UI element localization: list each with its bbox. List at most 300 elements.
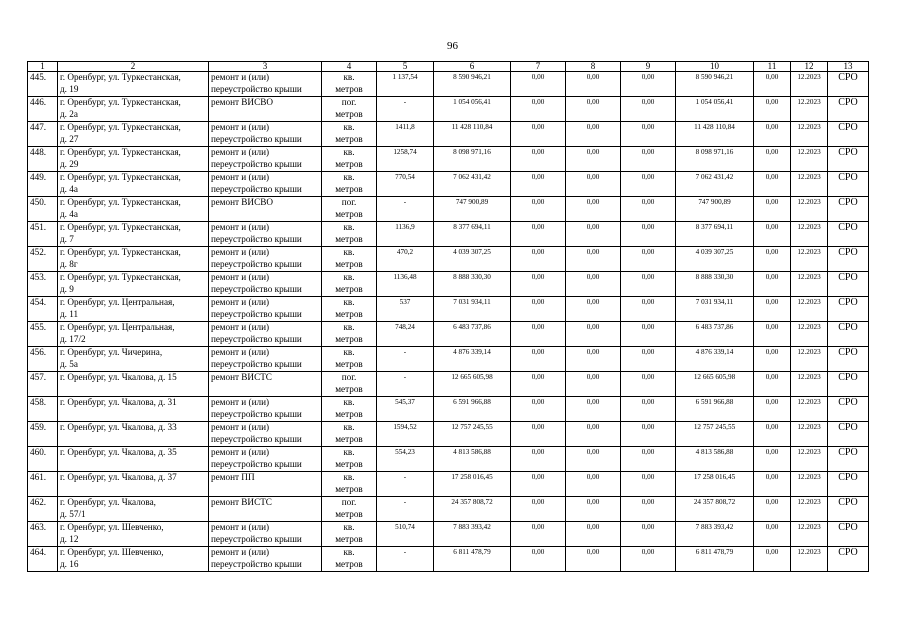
address-line: г. Оренбург, ул. Туркестанская, (60, 172, 181, 182)
completion-date-cell: 12.2023 (791, 522, 828, 547)
unit-cell (322, 72, 377, 97)
work-type-line: переустройство крыши (211, 558, 302, 569)
address-line: г. Оренбург, ул. Чкалова, д. 35 (60, 447, 177, 457)
address-line: д. 57/1 (60, 508, 86, 519)
work-type-line: ремонт и (или) (211, 297, 270, 307)
funding-cell: 6 483 737,86 (676, 322, 754, 347)
address-line: д. 12 (60, 533, 79, 544)
total-cost-cell: 7 062 431,42 (434, 172, 511, 197)
unit-cell (322, 447, 377, 472)
funding-cell: 24 357 808,72 (676, 497, 754, 522)
unit-line: метров (335, 558, 363, 569)
table-row (28, 297, 869, 322)
address-line: г. Оренбург, ул. Чкалова, д. 31 (60, 397, 177, 407)
value-cell: 0,00 (754, 97, 791, 122)
unit-line: кв. (343, 147, 355, 157)
completion-date-cell: 12.2023 (791, 172, 828, 197)
unit-line: кв. (343, 272, 355, 282)
work-type-line: ремонт ВИСТС (211, 497, 272, 507)
work-type-line: переустройство крыши (211, 308, 302, 319)
total-cost-cell: 7 031 934,11 (434, 297, 511, 322)
total-cost-cell: 747 900,89 (434, 197, 511, 222)
address-cell (58, 297, 209, 322)
contractor-type-cell: СРО (828, 147, 869, 172)
value-cell: 0,00 (511, 472, 566, 497)
value-cell: 0,00 (754, 272, 791, 297)
col-header: 1 (28, 62, 58, 72)
volume-cell: - (377, 472, 434, 497)
total-cost-cell: 8 098 971,16 (434, 147, 511, 172)
address-cell (58, 247, 209, 272)
unit-line: кв. (343, 397, 355, 407)
value-cell: 0,00 (754, 222, 791, 247)
address-line: д. 7 (60, 233, 74, 244)
unit-cell (322, 347, 377, 372)
unit-cell (322, 297, 377, 322)
value-cell: 0,00 (621, 422, 676, 447)
col-header: 7 (511, 62, 566, 72)
volume-cell: 554,23 (377, 447, 434, 472)
value-cell: 0,00 (621, 322, 676, 347)
completion-date-cell: 12.2023 (791, 272, 828, 297)
work-type-line: переустройство крыши (211, 358, 302, 369)
work-type-line: ремонт и (или) (211, 72, 270, 82)
value-cell: 0,00 (754, 472, 791, 497)
work-type-cell (209, 172, 322, 197)
work-type-line: ремонт и (или) (211, 347, 270, 357)
repair-plan-table (27, 61, 869, 572)
address-line: г. Оренбург, ул. Туркестанская, (60, 122, 181, 132)
table-row (28, 247, 869, 272)
volume-cell: 545,37 (377, 397, 434, 422)
work-type-line: переустройство крыши (211, 408, 302, 419)
value-cell: 0,00 (754, 422, 791, 447)
value-cell: 0,00 (621, 347, 676, 372)
address-cell (58, 272, 209, 297)
row-number: 449. (28, 172, 58, 197)
work-type-line: переустройство крыши (211, 333, 302, 344)
work-type-cell (209, 347, 322, 372)
work-type-line: переустройство крыши (211, 433, 302, 444)
value-cell: 0,00 (511, 147, 566, 172)
value-cell: 0,00 (511, 422, 566, 447)
funding-cell: 4 876 339,14 (676, 347, 754, 372)
value-cell: 0,00 (754, 397, 791, 422)
unit-line: метров (335, 108, 363, 119)
work-type-cell (209, 222, 322, 247)
table-row (28, 172, 869, 197)
value-cell: 0,00 (511, 122, 566, 147)
funding-cell: 4 039 307,25 (676, 247, 754, 272)
completion-date-cell: 12.2023 (791, 297, 828, 322)
total-cost-cell: 1 054 056,41 (434, 97, 511, 122)
row-number: 452. (28, 247, 58, 272)
address-line: г. Оренбург, ул. Центральная, (60, 297, 175, 307)
completion-date-cell: 12.2023 (791, 322, 828, 347)
value-cell: 0,00 (566, 222, 621, 247)
work-type-line: ремонт и (или) (211, 522, 270, 532)
completion-date-cell: 12.2023 (791, 397, 828, 422)
work-type-cell (209, 397, 322, 422)
work-type-line: переустройство крыши (211, 283, 302, 294)
contractor-type-cell: СРО (828, 122, 869, 147)
contractor-type-cell: СРО (828, 222, 869, 247)
column-number-header-row (28, 62, 869, 72)
value-cell: 0,00 (621, 497, 676, 522)
contractor-type-cell: СРО (828, 422, 869, 447)
work-type-cell (209, 197, 322, 222)
unit-cell (322, 247, 377, 272)
completion-date-cell: 12.2023 (791, 472, 828, 497)
address-line: д. 4а (60, 183, 78, 194)
work-type-line: переустройство крыши (211, 83, 302, 94)
work-type-cell (209, 497, 322, 522)
address-cell (58, 422, 209, 447)
contractor-type-cell: СРО (828, 472, 869, 497)
value-cell: 0,00 (754, 497, 791, 522)
funding-cell: 8 888 330,30 (676, 272, 754, 297)
value-cell: 0,00 (511, 347, 566, 372)
address-line: г. Оренбург, ул. Чкалова, д. 15 (60, 372, 177, 382)
work-type-line: ремонт и (или) (211, 322, 270, 332)
unit-line: метров (335, 483, 363, 494)
address-line: г. Оренбург, ул. Шевченко, (60, 522, 164, 532)
unit-line: кв. (343, 522, 355, 532)
work-type-line: переустройство крыши (211, 183, 302, 194)
contractor-type-cell: СРО (828, 322, 869, 347)
table-row (28, 147, 869, 172)
work-type-cell (209, 422, 322, 447)
work-type-line: ремонт и (или) (211, 247, 270, 257)
work-type-cell (209, 447, 322, 472)
volume-cell: - (377, 197, 434, 222)
address-cell (58, 372, 209, 397)
value-cell: 0,00 (566, 172, 621, 197)
address-line: д. 8г (60, 258, 78, 269)
volume-cell: 1136,48 (377, 272, 434, 297)
value-cell: 0,00 (566, 447, 621, 472)
address-line: д. 19 (60, 83, 79, 94)
row-number: 458. (28, 397, 58, 422)
value-cell: 0,00 (754, 522, 791, 547)
value-cell: 0,00 (566, 547, 621, 572)
value-cell: 0,00 (566, 297, 621, 322)
col-header: 13 (828, 62, 869, 72)
value-cell: 0,00 (511, 222, 566, 247)
work-type-cell (209, 147, 322, 172)
col-header: 3 (209, 62, 322, 72)
value-cell: 0,00 (621, 172, 676, 197)
completion-date-cell: 12.2023 (791, 97, 828, 122)
row-number: 450. (28, 197, 58, 222)
col-header: 10 (676, 62, 754, 72)
unit-line: метров (335, 458, 363, 469)
table-row (28, 272, 869, 297)
contractor-type-cell: СРО (828, 297, 869, 322)
unit-line: метров (335, 158, 363, 169)
address-cell (58, 97, 209, 122)
value-cell: 0,00 (621, 147, 676, 172)
value-cell: 0,00 (566, 522, 621, 547)
table-row (28, 97, 869, 122)
address-line: г. Оренбург, ул. Туркестанская, (60, 222, 181, 232)
funding-cell: 8 590 946,21 (676, 72, 754, 97)
unit-line: кв. (343, 322, 355, 332)
address-line: д. 17/2 (60, 333, 86, 344)
table-row (28, 422, 869, 447)
funding-cell: 747 900,89 (676, 197, 754, 222)
volume-cell: - (377, 372, 434, 397)
unit-line: метров (335, 308, 363, 319)
work-type-line: ремонт и (или) (211, 172, 270, 182)
unit-cell (322, 422, 377, 447)
work-type-cell (209, 547, 322, 572)
unit-cell (322, 122, 377, 147)
unit-cell (322, 472, 377, 497)
address-line: г. Оренбург, ул. Туркестанская, (60, 247, 181, 257)
col-header: 11 (754, 62, 791, 72)
funding-cell: 8 098 971,16 (676, 147, 754, 172)
work-type-line: ремонт ВИСВО (211, 97, 273, 107)
work-type-cell (209, 522, 322, 547)
address-cell (58, 172, 209, 197)
table-row (28, 347, 869, 372)
value-cell: 0,00 (621, 522, 676, 547)
work-type-cell (209, 122, 322, 147)
volume-cell: 1594,52 (377, 422, 434, 447)
work-type-cell (209, 272, 322, 297)
unit-cell (322, 522, 377, 547)
address-line: г. Оренбург, ул. Центральная, (60, 322, 175, 332)
unit-line: метров (335, 258, 363, 269)
table-row (28, 547, 869, 572)
row-number: 459. (28, 422, 58, 447)
total-cost-cell: 11 428 110,84 (434, 122, 511, 147)
volume-cell: - (377, 497, 434, 522)
total-cost-cell: 6 483 737,86 (434, 322, 511, 347)
table-row (28, 322, 869, 347)
contractor-type-cell: СРО (828, 172, 869, 197)
value-cell: 0,00 (511, 322, 566, 347)
value-cell: 0,00 (566, 347, 621, 372)
table-row (28, 72, 869, 97)
unit-line: метров (335, 133, 363, 144)
address-cell (58, 447, 209, 472)
row-number: 456. (28, 347, 58, 372)
address-line: г. Оренбург, ул. Туркестанская, (60, 197, 181, 207)
unit-line: пог. (341, 197, 357, 207)
completion-date-cell: 12.2023 (791, 122, 828, 147)
value-cell: 0,00 (566, 272, 621, 297)
unit-line: метров (335, 333, 363, 344)
value-cell: 0,00 (621, 547, 676, 572)
contractor-type-cell: СРО (828, 272, 869, 297)
value-cell: 0,00 (511, 247, 566, 272)
funding-cell: 17 258 016,45 (676, 472, 754, 497)
unit-line: пог. (341, 372, 357, 382)
address-cell (58, 197, 209, 222)
value-cell: 0,00 (511, 297, 566, 322)
funding-cell: 7 883 393,42 (676, 522, 754, 547)
total-cost-cell: 17 258 016,45 (434, 472, 511, 497)
volume-cell: 1411,8 (377, 122, 434, 147)
contractor-type-cell: СРО (828, 547, 869, 572)
unit-line: метров (335, 383, 363, 394)
volume-cell: - (377, 347, 434, 372)
row-number: 463. (28, 522, 58, 547)
contractor-type-cell: СРО (828, 197, 869, 222)
volume-cell: 748,24 (377, 322, 434, 347)
value-cell: 0,00 (511, 72, 566, 97)
table-row (28, 472, 869, 497)
address-line: д. 11 (60, 308, 79, 319)
value-cell: 0,00 (511, 497, 566, 522)
address-cell (58, 497, 209, 522)
address-cell (58, 147, 209, 172)
completion-date-cell: 12.2023 (791, 497, 828, 522)
unit-line: пог. (341, 97, 357, 107)
value-cell: 0,00 (621, 272, 676, 297)
funding-cell: 6 811 478,79 (676, 547, 754, 572)
unit-line: метров (335, 358, 363, 369)
address-cell (58, 122, 209, 147)
address-line: д. 4а (60, 208, 78, 219)
value-cell: 0,00 (511, 97, 566, 122)
completion-date-cell: 12.2023 (791, 147, 828, 172)
unit-cell (322, 222, 377, 247)
value-cell: 0,00 (754, 247, 791, 272)
total-cost-cell: 8 888 330,30 (434, 272, 511, 297)
address-line: г. Оренбург, ул. Шевченко, (60, 547, 164, 557)
unit-cell (322, 547, 377, 572)
funding-cell: 1 054 056,41 (676, 97, 754, 122)
total-cost-cell: 8 377 694,11 (434, 222, 511, 247)
unit-line: кв. (343, 447, 355, 457)
total-cost-cell: 24 357 808,72 (434, 497, 511, 522)
address-line: г. Оренбург, ул. Туркестанская, (60, 97, 181, 107)
value-cell: 0,00 (566, 322, 621, 347)
page-number: 96 (447, 40, 458, 52)
work-type-cell (209, 472, 322, 497)
value-cell: 0,00 (754, 172, 791, 197)
funding-cell: 12 757 245,55 (676, 422, 754, 447)
funding-cell: 8 377 694,11 (676, 222, 754, 247)
address-cell (58, 397, 209, 422)
contractor-type-cell: СРО (828, 247, 869, 272)
work-type-line: ремонт и (или) (211, 147, 270, 157)
address-line: д. 2а (60, 108, 78, 119)
unit-line: кв. (343, 297, 355, 307)
row-number: 448. (28, 147, 58, 172)
value-cell: 0,00 (621, 447, 676, 472)
value-cell: 0,00 (754, 147, 791, 172)
table-row (28, 522, 869, 547)
work-type-line: ремонт ПП (211, 472, 255, 482)
table-row (28, 447, 869, 472)
value-cell: 0,00 (566, 472, 621, 497)
work-type-line: переустройство крыши (211, 233, 302, 244)
unit-line: метров (335, 208, 363, 219)
value-cell: 0,00 (566, 372, 621, 397)
completion-date-cell: 12.2023 (791, 447, 828, 472)
value-cell: 0,00 (754, 197, 791, 222)
address-line: г. Оренбург, ул. Туркестанская, (60, 147, 181, 157)
unit-cell (322, 497, 377, 522)
address-cell (58, 522, 209, 547)
value-cell: 0,00 (566, 422, 621, 447)
value-cell: 0,00 (754, 297, 791, 322)
work-type-line: переустройство крыши (211, 533, 302, 544)
unit-cell (322, 322, 377, 347)
value-cell: 0,00 (566, 122, 621, 147)
total-cost-cell: 7 883 393,42 (434, 522, 511, 547)
value-cell: 0,00 (511, 272, 566, 297)
row-number: 446. (28, 97, 58, 122)
address-line: д. 5а (60, 358, 78, 369)
unit-line: кв. (343, 347, 355, 357)
value-cell: 0,00 (621, 222, 676, 247)
unit-line: кв. (343, 422, 355, 432)
col-header: 9 (621, 62, 676, 72)
volume-cell: 470,2 (377, 247, 434, 272)
address-cell (58, 347, 209, 372)
unit-line: метров (335, 183, 363, 194)
work-type-cell (209, 322, 322, 347)
unit-cell (322, 172, 377, 197)
value-cell: 0,00 (566, 147, 621, 172)
work-type-line: переустройство крыши (211, 458, 302, 469)
value-cell: 0,00 (621, 72, 676, 97)
unit-cell (322, 197, 377, 222)
unit-cell (322, 397, 377, 422)
address-cell (58, 222, 209, 247)
completion-date-cell: 12.2023 (791, 197, 828, 222)
total-cost-cell: 4 039 307,25 (434, 247, 511, 272)
value-cell: 0,00 (754, 72, 791, 97)
work-type-cell (209, 97, 322, 122)
volume-cell: - (377, 97, 434, 122)
total-cost-cell: 4 876 339,14 (434, 347, 511, 372)
value-cell: 0,00 (511, 397, 566, 422)
table-row (28, 222, 869, 247)
work-type-line: ремонт ВИСВО (211, 197, 273, 207)
address-line: г. Оренбург, ул. Туркестанская, (60, 272, 181, 282)
value-cell: 0,00 (621, 297, 676, 322)
contractor-type-cell: СРО (828, 347, 869, 372)
work-type-line: ремонт и (или) (211, 397, 270, 407)
contractor-type-cell: СРО (828, 497, 869, 522)
table-row (28, 497, 869, 522)
unit-line: кв. (343, 547, 355, 557)
total-cost-cell: 6 591 966,88 (434, 397, 511, 422)
total-cost-cell: 12 665 605,98 (434, 372, 511, 397)
col-header: 4 (322, 62, 377, 72)
contractor-type-cell: СРО (828, 97, 869, 122)
unit-line: метров (335, 83, 363, 94)
address-cell (58, 547, 209, 572)
unit-line: кв. (343, 472, 355, 482)
col-header: 8 (566, 62, 621, 72)
unit-line: метров (335, 433, 363, 444)
col-header: 5 (377, 62, 434, 72)
row-number: 461. (28, 472, 58, 497)
unit-line: метров (335, 533, 363, 544)
row-number: 445. (28, 72, 58, 97)
value-cell: 0,00 (754, 447, 791, 472)
unit-cell (322, 147, 377, 172)
work-type-cell (209, 247, 322, 272)
funding-cell: 11 428 110,84 (676, 122, 754, 147)
